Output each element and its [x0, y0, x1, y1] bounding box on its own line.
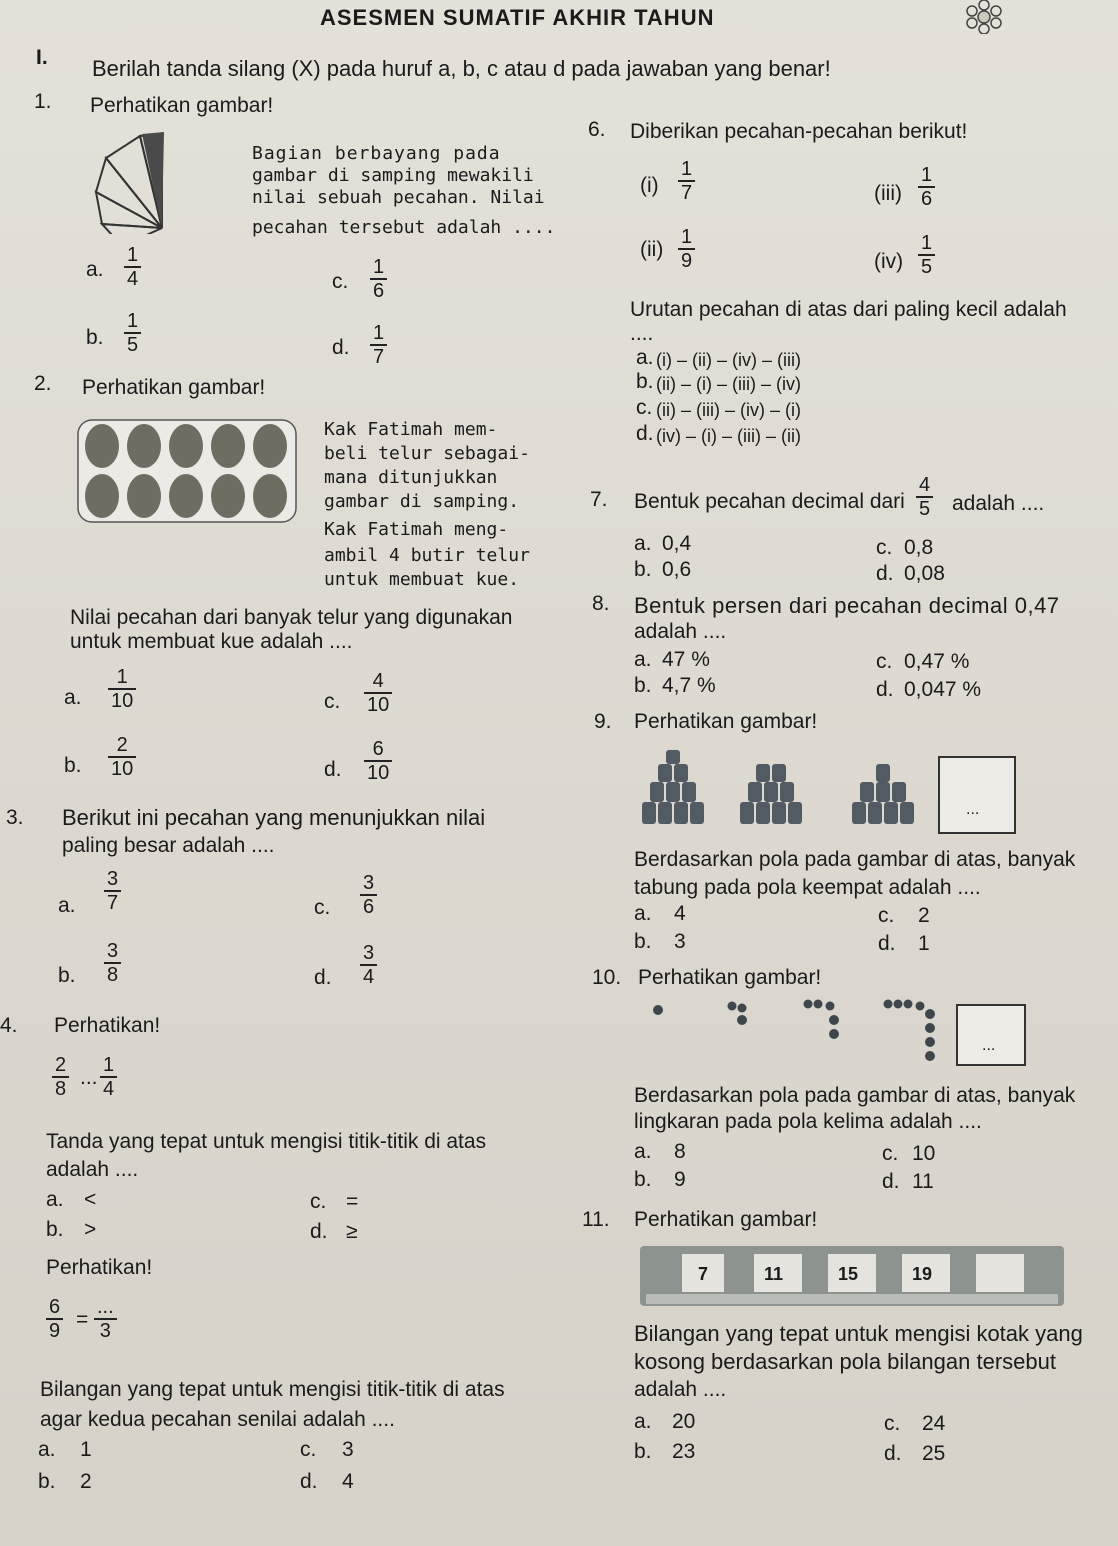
q4-option-b-label[interactable]: b.: [46, 1218, 64, 1241]
q10-answer-box: [956, 1004, 1026, 1066]
q10-box-dots: ...: [982, 1037, 996, 1054]
q11-option-b-label[interactable]: b.: [634, 1440, 652, 1463]
q8-option-c[interactable]: 0,47 %: [904, 650, 970, 673]
q9-option-a-label[interactable]: a.: [634, 902, 652, 925]
q11-option-b[interactable]: 23: [672, 1440, 696, 1463]
q8-option-d-label[interactable]: d.: [876, 678, 894, 701]
q7-fraction: $\frac{4}{5}$: [916, 474, 933, 520]
q1-stem: Perhatikan gambar!: [90, 94, 274, 117]
q8-option-a-label[interactable]: a.: [634, 648, 652, 671]
q2-number: 2.: [34, 372, 52, 395]
q6-question-2: ....: [630, 322, 654, 345]
q8-option-c-label[interactable]: c.: [876, 650, 893, 673]
q10-text-2: lingkaran pada pola kelima adalah ....: [634, 1110, 982, 1133]
q4-fraction-right: $\frac{1}{4}$: [100, 1054, 117, 1100]
flower-ornament-icon: [962, 0, 1006, 34]
q2-option-d-label[interactable]: d.: [324, 758, 342, 781]
q9-option-d[interactable]: 1: [918, 932, 930, 955]
q4-option-c[interactable]: =: [346, 1190, 359, 1213]
q10-option-d-label[interactable]: d.: [882, 1170, 900, 1193]
q4-option-c-label[interactable]: c.: [310, 1190, 327, 1213]
q5-fraction-right: ... 3: [94, 1296, 117, 1342]
q11-option-c[interactable]: 24: [922, 1412, 946, 1435]
q1-option-a-label[interactable]: a.: [86, 258, 104, 281]
q9-option-b[interactable]: 3: [674, 930, 686, 953]
q7-number: 7.: [590, 488, 608, 511]
q3-option-a-label[interactable]: a.: [58, 894, 76, 917]
q1-option-d-label[interactable]: d.: [332, 336, 350, 359]
q9-number: 9.: [594, 710, 612, 733]
q1-option-b-label[interactable]: b.: [86, 326, 104, 349]
q2-text-6: ambil 4 butir telur: [324, 545, 530, 566]
q7-tail: adalah ....: [952, 492, 1045, 515]
q8-option-b[interactable]: 4,7 %: [662, 674, 716, 697]
q6-number: 6.: [588, 118, 606, 141]
q7-option-d[interactable]: 0,08: [904, 562, 945, 585]
q6-option-a-label[interactable]: a.: [636, 346, 654, 369]
q4-option-a-label[interactable]: a.: [46, 1188, 64, 1211]
q1-option-d[interactable]: $\frac{1}{7}$: [370, 322, 387, 368]
q5-option-b[interactable]: 2: [80, 1470, 92, 1493]
q2-option-a[interactable]: $\frac{1}{10}$: [108, 666, 136, 712]
q3-option-b-label[interactable]: b.: [58, 964, 76, 987]
q9-option-a[interactable]: 4: [674, 902, 686, 925]
q5-option-c[interactable]: 3: [342, 1438, 354, 1461]
q3-option-b[interactable]: $\frac{3}{8}$: [104, 940, 121, 986]
q2-option-a-label[interactable]: a.: [64, 686, 82, 709]
q11-number: 11.: [582, 1208, 610, 1231]
q2-text-3: mana ditunjukkan: [324, 467, 498, 488]
q3-option-a[interactable]: $\frac{3}{7}$: [104, 868, 121, 914]
q4-text-1: Tanda yang tepat untuk mengisi titik-titik di atas: [46, 1130, 487, 1153]
pattern-cell: 15: [828, 1254, 876, 1292]
q4-blank: ...: [80, 1066, 98, 1089]
q8-text-1: Bentuk persen dari pecahan decimal 0,47: [634, 593, 1060, 618]
q5-option-b-label[interactable]: b.: [38, 1470, 56, 1493]
q4-text-2: adalah ....: [46, 1158, 139, 1181]
section-instruction: Berilah tanda silang (X) pada huruf a, b, c atau d pada jawaban yang benar!: [92, 56, 831, 81]
pattern-cell: 19: [902, 1254, 950, 1292]
q10-option-b-label[interactable]: b.: [634, 1168, 652, 1191]
q5-equals: =: [76, 1308, 89, 1331]
q11-text-1: Bilangan yang tepat untuk mengisi kotak yang: [634, 1321, 1083, 1346]
q1-text-3: nilai sebuah pecahan. Nilai: [252, 187, 545, 208]
q2-option-b-label[interactable]: b.: [64, 754, 82, 777]
q2-option-c-label[interactable]: c.: [324, 690, 341, 713]
q2-text-1: Kak Fatimah mem-: [324, 419, 498, 440]
q3-text-2: paling besar adalah ....: [62, 834, 275, 857]
q6-option-b-label[interactable]: b.: [636, 370, 654, 393]
q4-option-b[interactable]: >: [84, 1218, 97, 1241]
q11-stem: Perhatikan gambar!: [634, 1208, 818, 1231]
q6-item-iii-label: (iii): [874, 182, 902, 205]
q6-item-ii-label: (ii): [640, 238, 664, 261]
q6-item-iv: $\frac{1}{5}$: [918, 232, 935, 278]
q3-option-d-label[interactable]: d.: [314, 966, 332, 989]
q6-option-d-label[interactable]: d.: [636, 422, 654, 445]
q2-question-1: Nilai pecahan dari banyak telur yang digunakan: [70, 606, 513, 629]
q10-text-1: Berdasarkan pola pada gambar di atas, banyak: [634, 1084, 1076, 1107]
q6-item-ii: $\frac{1}{9}$: [678, 226, 695, 272]
q5-option-c-label[interactable]: c.: [300, 1438, 317, 1461]
q7-option-b[interactable]: 0,6: [662, 558, 692, 581]
q4-option-d[interactable]: ≥: [346, 1220, 358, 1243]
q2-question-2: untuk membuat kue adalah ....: [70, 630, 353, 653]
q10-option-d[interactable]: 11: [912, 1170, 934, 1193]
q11-option-d-label[interactable]: d.: [884, 1442, 902, 1465]
q7-option-d-label[interactable]: d.: [876, 562, 894, 585]
q5-fraction-left: $\frac{6}{9}$: [46, 1296, 63, 1342]
q5-text-2: agar kedua pecahan senilai adalah ....: [40, 1408, 395, 1431]
q11-option-a-label[interactable]: a.: [634, 1410, 652, 1433]
q1-option-a[interactable]: $\frac{1}{4}$: [124, 244, 141, 290]
q5-stem: Perhatikan!: [46, 1256, 153, 1279]
q3-option-c[interactable]: $\frac{3}{6}$: [360, 872, 377, 918]
q11-option-c-label[interactable]: c.: [884, 1412, 901, 1435]
q6-option-b[interactable]: (ii) – (i) – (iii) – (iv): [656, 374, 801, 394]
q7-option-c-label[interactable]: c.: [876, 536, 893, 559]
q10-option-a[interactable]: 8: [674, 1140, 686, 1163]
empty-answer-cell: [976, 1254, 1024, 1292]
q5-option-d[interactable]: 4: [342, 1470, 354, 1493]
q7-option-c[interactable]: 0,8: [904, 536, 934, 559]
q5-option-a[interactable]: 1: [80, 1438, 92, 1461]
q11-option-a[interactable]: 20: [672, 1410, 696, 1433]
q9-text-2: tabung pada pola keempat adalah ....: [634, 876, 981, 899]
q3-option-d[interactable]: $\frac{3}{4}$: [360, 942, 377, 988]
q2-option-d[interactable]: $\frac{6}{10}$: [364, 738, 392, 784]
shaded-fan-figure: [92, 128, 242, 234]
q4-number: 4.: [0, 1014, 18, 1037]
q10-option-a-label[interactable]: a.: [634, 1140, 652, 1163]
q8-text-2: adalah ....: [634, 620, 727, 643]
q6-option-a[interactable]: (i) – (ii) – (iv) – (iii): [656, 350, 801, 370]
q6-item-i-label: (i): [640, 174, 659, 197]
q1-text-1: Bagian berbayang pada: [252, 143, 501, 164]
q6-option-d[interactable]: (iv) – (i) – (iii) – (ii): [656, 426, 801, 446]
q6-item-i: $\frac{1}{7}$: [678, 158, 695, 204]
q6-option-c-label[interactable]: c.: [636, 396, 653, 419]
q3-number: 3.: [6, 806, 24, 829]
q1-number: 1.: [34, 90, 52, 113]
q1-option-c-label[interactable]: c.: [332, 270, 349, 293]
q4-option-d-label[interactable]: d.: [310, 1220, 328, 1243]
q11-text-2: kosong berdasarkan pola bilangan tersebut: [634, 1349, 1056, 1374]
page-title: ASESMEN SUMATIF AKHIR TAHUN: [320, 5, 715, 30]
q6-option-c[interactable]: (ii) – (iii) – (iv) – (i): [656, 400, 801, 420]
q10-number: 10.: [592, 966, 622, 989]
q1-option-b[interactable]: $\frac{1}{5}$: [124, 310, 141, 356]
q10-stem: Perhatikan gambar!: [638, 966, 822, 989]
q11-option-d[interactable]: 25: [922, 1442, 946, 1465]
q1-text-2: gambar di samping mewakili: [252, 165, 534, 186]
q10-option-c-label[interactable]: c.: [882, 1142, 899, 1165]
q2-option-b[interactable]: $\frac{2}{10}$: [108, 734, 136, 780]
q7-option-b-label[interactable]: b.: [634, 558, 652, 581]
circle-pattern-figure: [640, 998, 950, 1062]
q8-option-d[interactable]: 0,047 %: [904, 678, 982, 701]
q2-text-4: gambar di samping.: [324, 491, 520, 512]
q8-option-b-label[interactable]: b.: [634, 674, 652, 697]
q10-option-c[interactable]: 10: [912, 1142, 936, 1165]
q2-text-7: untuk membuat kue.: [324, 569, 520, 590]
section-label: I.: [36, 46, 48, 69]
q3-text-1: Berikut ini pecahan yang menunjukkan nilai: [62, 805, 486, 830]
q1-option-c[interactable]: $\frac{1}{6}$: [370, 256, 387, 302]
q9-text-1: Berdasarkan pola pada gambar di atas, banyak: [634, 848, 1076, 871]
number-pattern-strip: [640, 1246, 1064, 1306]
q11-text-3: adalah ....: [634, 1378, 727, 1401]
q5-option-d-label[interactable]: d.: [300, 1470, 318, 1493]
q6-stem: Diberikan pecahan-pecahan berikut!: [630, 120, 968, 143]
q6-question-1: Urutan pecahan di atas dari paling kecil adalah: [630, 298, 1067, 321]
q7-option-a[interactable]: 0,4: [662, 532, 692, 555]
q6-item-iii: $\frac{1}{6}$: [918, 164, 935, 210]
q2-option-c[interactable]: $\frac{4}{10}$: [364, 670, 392, 716]
q9-option-b-label[interactable]: b.: [634, 930, 652, 953]
q3-option-c-label[interactable]: c.: [314, 896, 331, 919]
egg-tray-figure: [76, 418, 298, 524]
q5-option-a-label[interactable]: a.: [38, 1438, 56, 1461]
q7-option-a-label[interactable]: a.: [634, 532, 652, 555]
q2-text-2: beli telur sebagai-: [324, 443, 530, 464]
q9-box-dots: ...: [966, 801, 980, 818]
cylinder-pattern-figure: [640, 750, 930, 828]
q9-option-d-label[interactable]: d.: [878, 932, 896, 955]
q8-option-a[interactable]: 47 %: [662, 648, 710, 671]
q9-option-c-label[interactable]: c.: [878, 904, 895, 927]
q8-number: 8.: [592, 592, 610, 615]
q10-option-b[interactable]: 9: [674, 1168, 686, 1191]
q9-option-c[interactable]: 2: [918, 904, 930, 927]
pattern-cell: 11: [754, 1254, 802, 1292]
q4-fraction-left: $\frac{2}{8}$: [52, 1054, 69, 1100]
q1-text-4: pecahan tersebut adalah ....: [252, 217, 556, 238]
q5-text-1: Bilangan yang tepat untuk mengisi titik-titik di atas: [40, 1378, 505, 1401]
q9-answer-box: [938, 756, 1016, 834]
q9-stem: Perhatikan gambar!: [634, 710, 818, 733]
q2-stem: Perhatikan gambar!: [82, 376, 266, 399]
q7-text: Bentuk pecahan decimal dari: [634, 490, 905, 513]
q2-text-5: Kak Fatimah meng-: [324, 519, 509, 540]
pattern-cell: 7: [682, 1254, 724, 1292]
q4-option-a[interactable]: <: [84, 1188, 97, 1211]
q4-stem: Perhatikan!: [54, 1014, 161, 1037]
q6-item-iv-label: (iv): [874, 250, 904, 273]
